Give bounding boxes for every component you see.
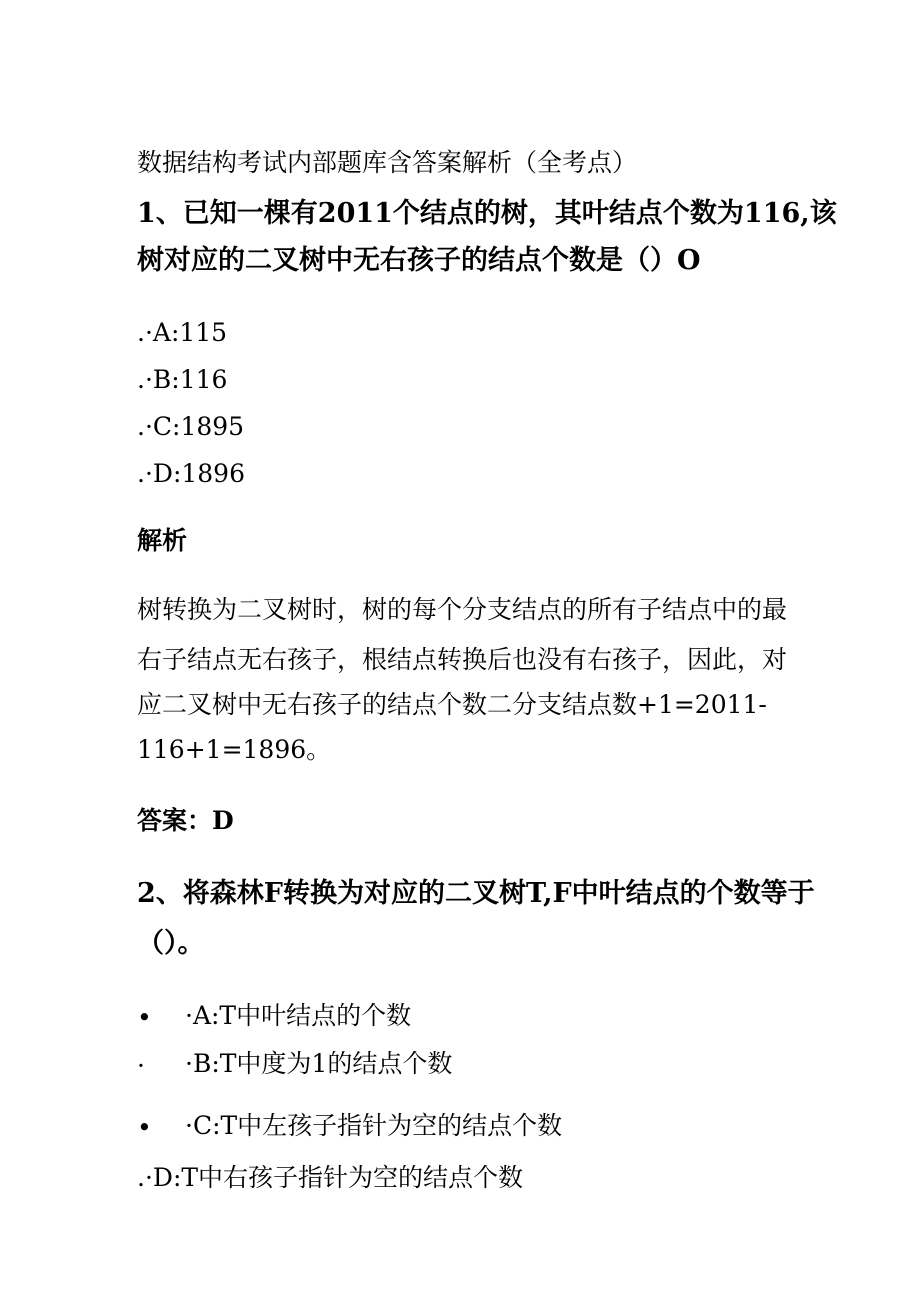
- question-2-line-1: 2、将森林F转换为对应的二叉树T,F中叶结点的个数等于: [137, 878, 815, 909]
- q1-analysis-line-4: 116+1=1896。: [137, 735, 332, 764]
- q1-analysis-line-2: 右子结点无右孩子，根结点转换后也没有右孩子，因此，对: [137, 645, 788, 674]
- bullet-icon: •: [137, 1003, 152, 1032]
- q1-analysis-heading: 解析: [137, 526, 188, 555]
- q1-analysis-line-1: 树转换为二叉树时，树的每个分支结点的所有子结点中的最: [137, 595, 788, 624]
- q1-option-b: .·B:116: [137, 365, 228, 394]
- q1-option-a: .·A:115: [137, 318, 228, 347]
- q1-answer: 答案：D: [137, 806, 234, 835]
- question-1-line-1: 1、已知一棵有2011个结点的树，其叶结点个数为116,该: [137, 198, 837, 229]
- dot-marker-icon: ·: [137, 1051, 145, 1080]
- question-1-line-2: 树对应的二叉树中无右孩子的结点个数是（）O: [137, 245, 701, 276]
- q2-option-b: ·B:T中度为1的结点个数: [185, 1049, 453, 1078]
- q2-option-d: .·D:T中右孩子指针为空的结点个数: [137, 1163, 524, 1192]
- bullet-icon: •: [137, 1113, 152, 1142]
- q1-analysis-line-3: 应二叉树中无右孩子的结点个数二分支结点数+1=2011-: [137, 690, 767, 719]
- document-title: 数据结构考试内部题库含答案解析（全考点）: [137, 148, 638, 177]
- q1-option-c: .·C:1895: [137, 412, 245, 441]
- q1-option-d: .·D:1896: [137, 459, 245, 488]
- question-2-line-2: （）。: [137, 928, 205, 959]
- q2-option-c: ·C:T中左孩子指针为空的结点个数: [185, 1111, 563, 1140]
- q2-option-a: ·A:T中叶结点的个数: [185, 1001, 412, 1030]
